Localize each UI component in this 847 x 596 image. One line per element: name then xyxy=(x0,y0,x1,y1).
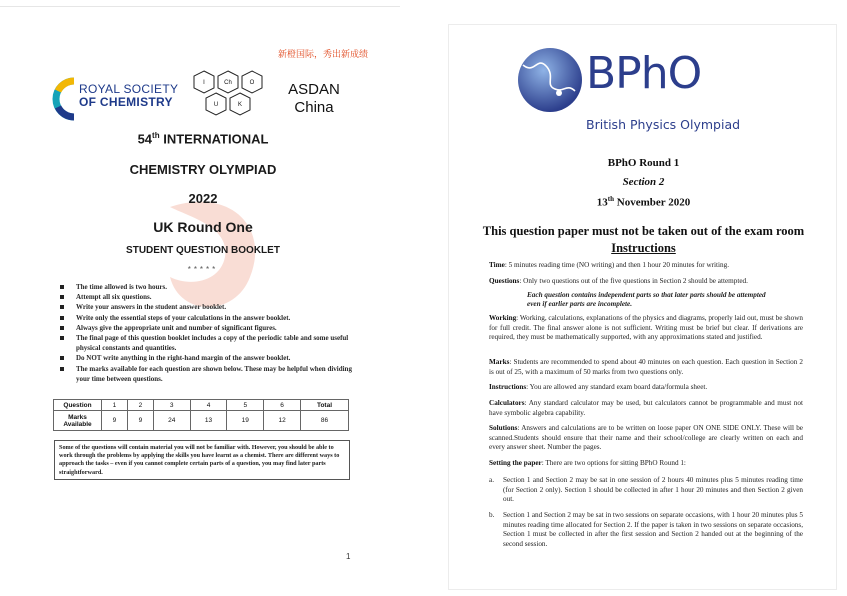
exam-date xyxy=(449,195,838,209)
marks-cell: 19 xyxy=(227,411,264,431)
bpho-wordmark: BPhO xyxy=(586,48,702,99)
icho-cell-o: O xyxy=(249,80,255,86)
olympiad-title-line-1 xyxy=(58,131,348,146)
rule-item: The marks available for each question are shown below. These may be helpful when dividing your time between questions. xyxy=(60,364,352,384)
marks-cell: 13 xyxy=(190,411,227,431)
marks-cell: 9 xyxy=(127,411,153,431)
rule-item: Write your answers in the student answer booklet. xyxy=(60,302,352,312)
marks-text: : Students are recommended to spend about 40 minutes on each question. Each question in Section 2 is out of 25, with a maximum of 50 marks from two questions only. xyxy=(489,358,803,376)
option-b-label: b. xyxy=(489,511,495,519)
instructions-paragraph xyxy=(489,383,803,393)
marks-cell: 12 xyxy=(264,411,301,431)
question-cell: 1 xyxy=(102,400,128,411)
instructions-text: : You are allowed any standard exam board data/formula sheet. xyxy=(526,383,708,391)
question-cell: 4 xyxy=(190,400,227,411)
title-international: INTERNATIONAL xyxy=(163,131,269,147)
rule-item: The time allowed is two hours. xyxy=(60,282,352,292)
asdan-line-1: ASDAN xyxy=(288,81,340,98)
icho-cell-ch: Ch xyxy=(224,80,232,86)
option-a xyxy=(489,476,803,505)
section-title: Section 2 xyxy=(622,176,665,188)
rsc-logo-wordmark xyxy=(79,83,178,109)
icho-cell-u: U xyxy=(213,102,219,108)
time-paragraph xyxy=(489,261,803,271)
asdan-china-label xyxy=(284,81,344,117)
icho-cell-i: I xyxy=(203,80,205,86)
ordinal-number: 54 xyxy=(137,131,153,147)
rsc-line-2: OF CHEMISTRY xyxy=(79,95,173,109)
round-title: BPhO Round 1 xyxy=(607,157,680,169)
booklet-title: STUDENT QUESTION BOOKLET xyxy=(126,245,280,256)
question-cell: 5 xyxy=(227,400,264,411)
olympiad-title-line-2: CHEMISTRY OLYMPIAD xyxy=(129,162,277,177)
exam-room-warning: This question paper must not be taken out of the exam room xyxy=(482,224,805,238)
solutions-paragraph xyxy=(489,424,803,453)
rule-item: The final page of this question booklet includes a copy of the periodic table and some useful physical constants and quantities. xyxy=(60,333,352,353)
calculators-text: : Any standard calculator may be used, but calculators cannot be programmable and must not have symbolic algebra capability. xyxy=(489,399,803,417)
time-label: Time xyxy=(489,261,505,269)
questions-note: Each question contains independent parts so that later parts should be attempted even if earlier parts are incomplete. xyxy=(527,291,766,309)
question-header: Question xyxy=(54,400,102,411)
question-row xyxy=(54,400,349,411)
rsc-question-booklet-page xyxy=(0,6,400,592)
promo-watermark-text: 新橙国际，秀出新成绩 xyxy=(278,50,369,60)
rule-item: Write only the essential steps of your calculations in the answer booklet. xyxy=(60,313,352,323)
icho-hexagon-logo-icon xyxy=(190,69,274,123)
solutions-label: Solutions xyxy=(489,424,518,432)
working-paragraph xyxy=(489,314,803,343)
bpho-globe-logo-icon xyxy=(515,45,585,115)
round-title: UK Round One xyxy=(153,219,253,235)
date-day: 13 xyxy=(596,196,608,209)
question-cell: 6 xyxy=(264,400,301,411)
ordinal-suffix: th xyxy=(152,131,160,140)
total-header: Total xyxy=(301,400,349,411)
rule-item: Do NOT write anything in the right-hand margin of the answer booklet. xyxy=(60,353,352,363)
option-b-text: Section 1 and Section 2 may be sat in two sessions on separate occasions, with 1 hour 20 minutes plus 5 minutes reading time allocated for Section 2. If the paper is taken in two sessions on separate occasions, Section 1 must be collected in after the first session and Section 2 handed out at the beginning of the second session. xyxy=(503,511,803,548)
page-number: 1 xyxy=(346,552,351,561)
bpho-subtitle: British Physics Olympiad xyxy=(586,117,741,132)
icho-cell-k: K xyxy=(237,102,243,108)
marks-header: Marks Available xyxy=(54,411,102,431)
marks-label: Marks xyxy=(489,358,510,366)
marks-table xyxy=(53,399,349,431)
exam-rules-list xyxy=(60,282,352,384)
option-a-text: Section 1 and Section 2 may be sat in one session of 2 hours 40 minutes plus 5 minutes reading time (for Section 2 only). Section 1 should be collected in after 1 hour 20 minutes and then Section 2 given out. xyxy=(503,476,803,504)
setting-paragraph xyxy=(489,459,803,469)
marks-cell: 24 xyxy=(153,411,190,431)
date-suffix: th xyxy=(607,195,615,203)
marks-row xyxy=(54,411,349,431)
rule-item: Attempt all six questions. xyxy=(60,292,352,302)
date-rest: November 2020 xyxy=(616,196,691,209)
questions-paragraph xyxy=(489,277,803,287)
working-label: Working xyxy=(489,314,517,322)
marks-paragraph xyxy=(489,358,803,377)
setting-text: : There are two options for sitting BPhO Round 1: xyxy=(541,459,686,467)
instructions-heading: Instructions xyxy=(611,241,676,255)
setting-label: Setting the paper xyxy=(489,459,542,467)
option-b xyxy=(489,511,803,549)
rsc-line-1: ROYAL SOCIETY xyxy=(79,82,179,96)
total-marks-cell: 86 xyxy=(301,411,349,431)
stars-divider: ***** xyxy=(187,265,219,274)
question-cell: 2 xyxy=(127,400,153,411)
calculators-label: Calculators xyxy=(489,399,525,407)
option-a-label: a. xyxy=(489,476,494,484)
bpho-exam-page xyxy=(448,24,837,590)
notice-box: Some of the questions will contain material you will not be familiar with. However, you should be able to work through the problems by applying the skills you have learnt as a chemist. There are different ways to approach the tasks – even if you cannot complete certain parts of a question, you may find later parts straightforward. xyxy=(54,440,350,480)
instructions-label: Instructions xyxy=(489,383,527,391)
rule-item: Always give the appropriate unit and number of significant figures. xyxy=(60,323,352,333)
olympiad-year: 2022 xyxy=(188,191,218,206)
time-text: : 5 minutes reading time (NO writing) and then 1 hour 20 minutes for writing. xyxy=(504,261,730,269)
working-text: : Working, calculations, explanations of the physics and diagrams, properly laid out, must be shown for full credit. The final answer alone is not sufficient. Writing must be brief but clear. If derivations are required, they must be mathematically supported, with any approximations stated and justified. xyxy=(489,314,803,342)
calculators-paragraph xyxy=(489,399,803,418)
questions-label: Questions xyxy=(489,277,520,285)
question-cell: 3 xyxy=(153,400,190,411)
asdan-line-2: China xyxy=(294,99,334,116)
solutions-text: : Answers and calculations are to be written on loose paper ON ONE SIDE ONLY. These will be scanned.Students should ensure that their name and their school/college are clearly written on each and every answer sheet. Number the pages. xyxy=(489,424,803,452)
questions-text: : Only two questions out of the five questions in Section 2 should be attempted. xyxy=(519,277,748,285)
marks-cell: 9 xyxy=(102,411,128,431)
